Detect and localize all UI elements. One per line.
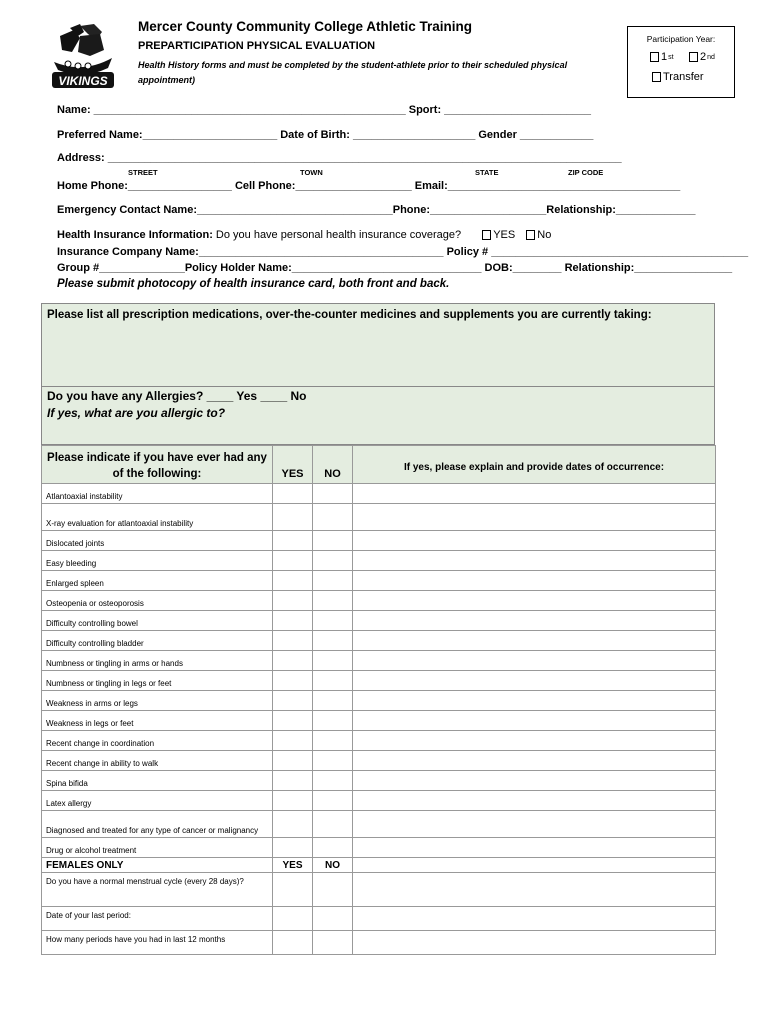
table-row [42,551,716,571]
yes-cell[interactable] [273,671,313,691]
table-row [42,691,716,711]
female-question-label: How many periods have you had in last 12 months [42,931,273,955]
zip-label: ZIP CODE [568,168,604,177]
no-cell[interactable] [313,551,353,571]
explain-cell[interactable] [353,611,716,631]
condition-label: Easy bleeding [42,551,273,571]
no-cell[interactable] [313,838,353,858]
participation-year-box [627,26,735,98]
yes-cell[interactable] [273,751,313,771]
explain-cell[interactable] [353,551,716,571]
yes-cell[interactable] [273,873,313,907]
town-label: TOWN [300,168,323,177]
no-cell[interactable] [313,731,353,751]
checkbox-icon[interactable] [689,52,698,62]
yes-cell[interactable] [273,591,313,611]
no-cell[interactable] [313,931,353,955]
female-question-label: Do you have a normal menstrual cycle (every 28 days)? [42,873,273,907]
question-header: Please indicate if you have ever had any of the following: [42,446,273,484]
explain-cell[interactable] [353,907,716,931]
condition-label: Diagnosed and treated for any type of cancer or malignancy [42,811,273,838]
year-transfer-option[interactable]: Transfer [652,71,704,83]
table-row [42,791,716,811]
condition-label: Weakness in legs or feet [42,711,273,731]
no-cell[interactable] [313,873,353,907]
year-1st-option[interactable]: 1 st [650,51,674,63]
condition-label: Dislocated joints [42,531,273,551]
table-row [42,591,716,611]
no-header: NO [313,446,353,484]
no-cell[interactable] [313,791,353,811]
no-cell[interactable] [313,711,353,731]
yes-cell[interactable] [273,791,313,811]
table-row [42,838,716,858]
yes-header: YES [273,446,313,484]
medications-box[interactable] [41,303,715,387]
explain-cell[interactable] [353,591,716,611]
health-insurance-label: Health Insurance Information: [57,229,213,241]
table-row [42,651,716,671]
condition-label: Atlantoaxial instability [42,484,273,504]
state-label: STATE [475,168,499,177]
condition-label: X-ray evaluation for atlantoaxial instability [42,504,273,531]
no-cell[interactable] [313,631,353,651]
form-note: Health History forms and must be completed by the student-athlete prior to their scheduled physical appointment) [138,60,568,85]
street-label: STREET [128,168,158,177]
yes-cell[interactable] [273,931,313,955]
condition-label: Difficulty controlling bladder [42,631,273,651]
no-cell[interactable] [313,591,353,611]
no-cell[interactable] [313,651,353,671]
females-no-header: NO [313,858,353,873]
no-cell[interactable] [313,751,353,771]
form-title: Mercer County Community College Athletic Training [138,19,473,34]
female-question-label: Date of your last period: [42,907,273,931]
female-question-row [42,873,716,907]
condition-label: Enlarged spleen [42,571,273,591]
checkbox-icon[interactable] [482,230,491,240]
yes-cell[interactable] [273,691,313,711]
emergency-contact-field[interactable]: Emergency Contact Name:________________________________Phone:___________________Relationship:_____________ [57,204,696,216]
form-subtitle: PREPARTICIPATION PHYSICAL EVALUATION [138,40,376,52]
photocopy-notice: Please submit photocopy of health insurance card, both front and back. [57,278,450,290]
no-cell[interactable] [313,611,353,631]
female-question-row [42,931,716,955]
allergies-box[interactable] [41,387,715,445]
no-cell[interactable] [313,504,353,531]
insurance-yes-option[interactable]: YES [482,229,515,241]
females-header-row [42,858,716,873]
insurance-company-field[interactable]: Insurance Company Name:________________________________________ Policy # __________________________________________ [57,246,749,258]
no-cell[interactable] [313,484,353,504]
table-row [42,811,716,838]
preferred-dob-gender-field[interactable]: Preferred Name:______________________ Date of Birth: ____________________ Gender ____________ [57,129,594,141]
table-row [42,711,716,731]
condition-label: Recent change in coordination [42,731,273,751]
explain-cell[interactable] [353,671,716,691]
explain-cell[interactable] [353,751,716,771]
group-policy-field[interactable]: Group #______________Policy Holder Name:_______________________________ DOB:________ Relationship:________________ [57,262,733,274]
table-row [42,751,716,771]
phone-email-field[interactable]: Home Phone:_________________ Cell Phone:___________________ Email:______________________________________ [57,180,681,192]
checkbox-icon[interactable] [652,72,661,82]
explain-cell[interactable] [353,504,716,531]
females-yes-header: YES [273,858,313,873]
logo-text: VIKINGS [58,74,108,88]
explain-cell[interactable] [353,631,716,651]
condition-label: Osteopenia or osteoporosis [42,591,273,611]
explain-cell[interactable] [353,651,716,671]
address-field[interactable]: Address: ____________________________________________________________________________________ [57,152,622,164]
condition-label: Weakness in arms or legs [42,691,273,711]
explain-cell[interactable] [353,771,716,791]
explain-cell[interactable] [353,731,716,751]
year-2nd-option[interactable]: 2 nd [689,51,715,63]
table-header-row [42,446,716,484]
explain-cell[interactable] [353,691,716,711]
condition-label: Numbness or tingling in legs or feet [42,671,273,691]
allergy-question: Do you have any Allergies? ____ Yes ____ No [47,389,307,403]
yes-cell[interactable] [273,551,313,571]
yes-cell[interactable] [273,504,313,531]
explain-cell[interactable] [353,791,716,811]
condition-label: Difficulty controlling bowel [42,611,273,631]
checkbox-icon[interactable] [526,230,535,240]
yes-cell[interactable] [273,611,313,631]
condition-label: Spina bifida [42,771,273,791]
table-row [42,771,716,791]
explain-cell[interactable] [353,838,716,858]
table-row [42,531,716,551]
condition-label: Latex allergy [42,791,273,811]
condition-label: Drug or alcohol treatment [42,838,273,858]
no-cell[interactable] [313,907,353,931]
yes-cell[interactable] [273,771,313,791]
explain-cell[interactable] [353,711,716,731]
name-sport-field[interactable]: Name: ___________________________________________________ Sport: ________________________ [57,104,591,116]
female-question-row [42,907,716,931]
condition-label: Numbness or tingling in arms or hands [42,651,273,671]
yes-cell[interactable] [273,571,313,591]
table-row [42,671,716,691]
no-cell[interactable] [313,771,353,791]
females-blank-cell [353,858,716,873]
no-cell[interactable] [313,531,353,551]
explain-header: If yes, please explain and provide dates of occurrence: [353,446,716,484]
health-insurance-question: Do you have personal health insurance coverage? [212,229,462,241]
table-row [42,611,716,631]
table-row [42,504,716,531]
yes-cell[interactable] [273,838,313,858]
yes-cell[interactable] [273,651,313,671]
insurance-no-option[interactable]: No [526,229,551,241]
explain-cell[interactable] [353,484,716,504]
explain-cell[interactable] [353,531,716,551]
explain-cell[interactable] [353,571,716,591]
table-row [42,571,716,591]
medical-history-table [41,445,716,955]
yes-cell[interactable] [273,907,313,931]
history-rows [42,484,716,858]
health-insurance-row [57,229,551,241]
explain-cell[interactable] [353,873,716,907]
yes-cell[interactable] [273,484,313,504]
table-row [42,731,716,751]
explain-cell[interactable] [353,811,716,838]
no-cell[interactable] [313,671,353,691]
table-row [42,631,716,651]
allergy-followup: If yes, what are you allergic to? [47,406,226,420]
no-cell[interactable] [313,811,353,838]
females-only-header: FEMALES ONLY [42,858,273,873]
yes-cell[interactable] [273,631,313,651]
no-cell[interactable] [313,691,353,711]
yes-cell[interactable] [273,811,313,838]
medications-label: Please list all prescription medications, over-the-counter medicines and supplements you are currently taking: [47,309,652,321]
table-row [42,484,716,504]
no-cell[interactable] [313,571,353,591]
yes-cell[interactable] [273,731,313,751]
female-rows [42,873,716,955]
yes-cell[interactable] [273,711,313,731]
condition-label: Recent change in ability to walk [42,751,273,771]
participation-year-label: Participation Year: [646,34,716,44]
vikings-logo [50,22,116,90]
yes-cell[interactable] [273,531,313,551]
explain-cell[interactable] [353,931,716,955]
checkbox-icon[interactable] [650,52,659,62]
